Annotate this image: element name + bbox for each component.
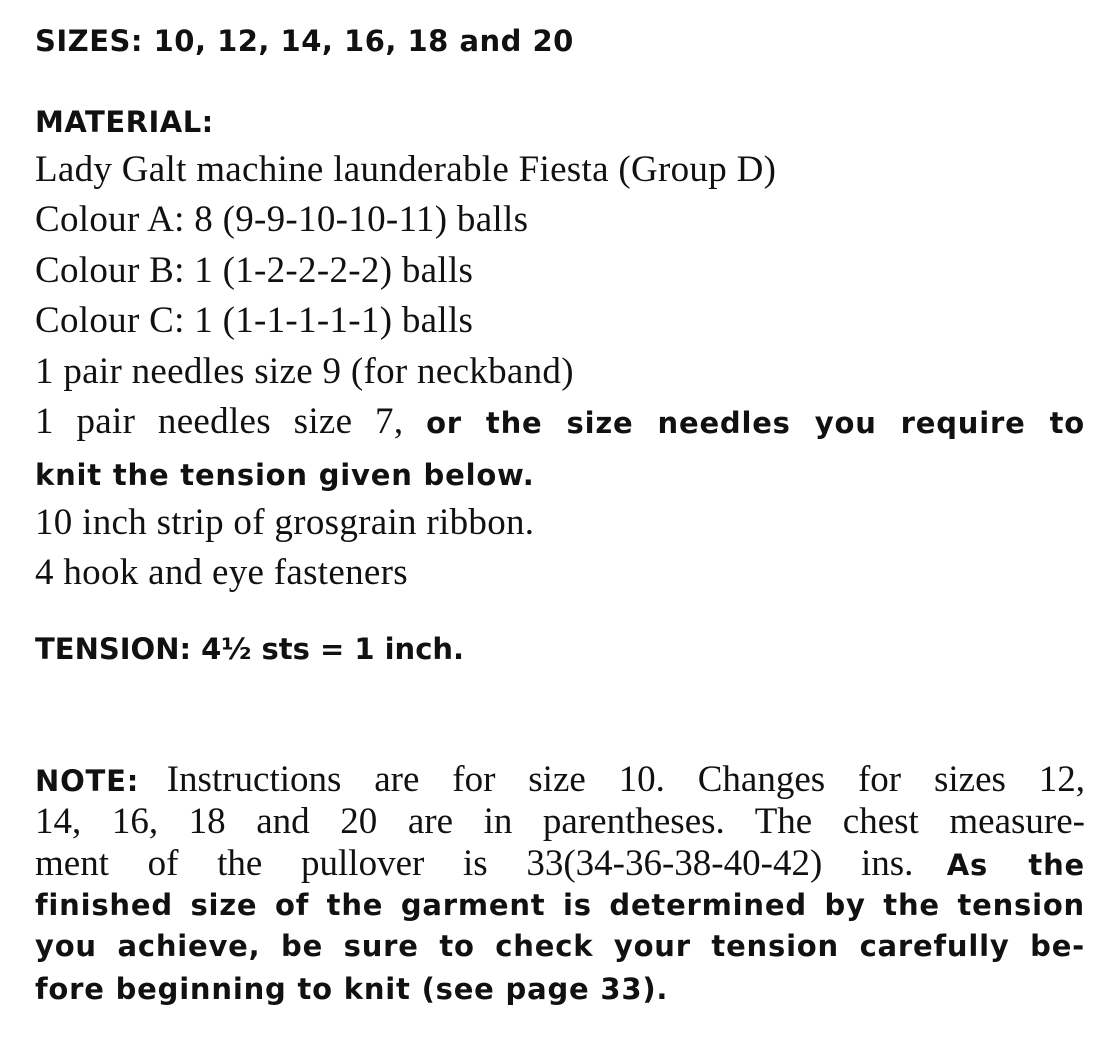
note-line-3-plain: ment of the pullover is 33(34-36-38-40-42) ins. [35, 843, 914, 884]
material-ribbon: 10 inch strip of grosgrain ribbon. [35, 502, 535, 543]
note-line-6: fore beginning to knit (see page 33). [35, 972, 669, 1006]
needles-7-plain: 1 pair needles size 7, [35, 401, 404, 442]
material-colour-c: Colour C: 1 (1-1-1-1-1) balls [35, 300, 474, 341]
needles-7-bold: or the size needles you require to [426, 406, 1085, 440]
tension-value: 4½ sts = 1 inch. [201, 632, 465, 666]
tension-label: TENSION: [35, 632, 192, 666]
material-fasteners: 4 hook and eye fasteners [35, 552, 408, 593]
material-needles-7 [35, 400, 1085, 443]
material-needles-9: 1 pair needles size 9 (for neckband) [35, 351, 574, 392]
note-line-4: finished size of the garment is determined by the tension [35, 888, 1085, 922]
sizes-label: SIZES: [35, 24, 143, 58]
note-line-2: 14, 16, 18 and 20 are in parentheses. The chest measure- [35, 801, 1085, 842]
note-line-1-text: Instructions are for size 10. Changes for sizes 12, [166, 759, 1085, 800]
material-yarn: Lady Galt machine launderable Fiesta (Group D) [35, 149, 777, 190]
note-line-3 [35, 842, 1085, 885]
material-heading: MATERIAL: [35, 105, 214, 139]
note-line-3-bold: As the [946, 848, 1085, 882]
note-line-5: you achieve, be sure to check your tension carefully be- [35, 929, 1085, 963]
material-colour-a: Colour A: 8 (9-9-10-10-11) balls [35, 199, 529, 240]
material-colour-b: Colour B: 1 (1-2-2-2-2) balls [35, 250, 474, 291]
material-needles-7-cont [35, 452, 535, 495]
tension-line [35, 632, 464, 666]
sizes-line [35, 24, 574, 58]
needles-7-bold-cont: knit the tension given below. [35, 458, 535, 492]
note-line-1 [35, 758, 1085, 801]
sizes-value: 10, 12, 14, 16, 18 and 20 [153, 24, 574, 58]
note-label: NOTE: [35, 764, 140, 798]
